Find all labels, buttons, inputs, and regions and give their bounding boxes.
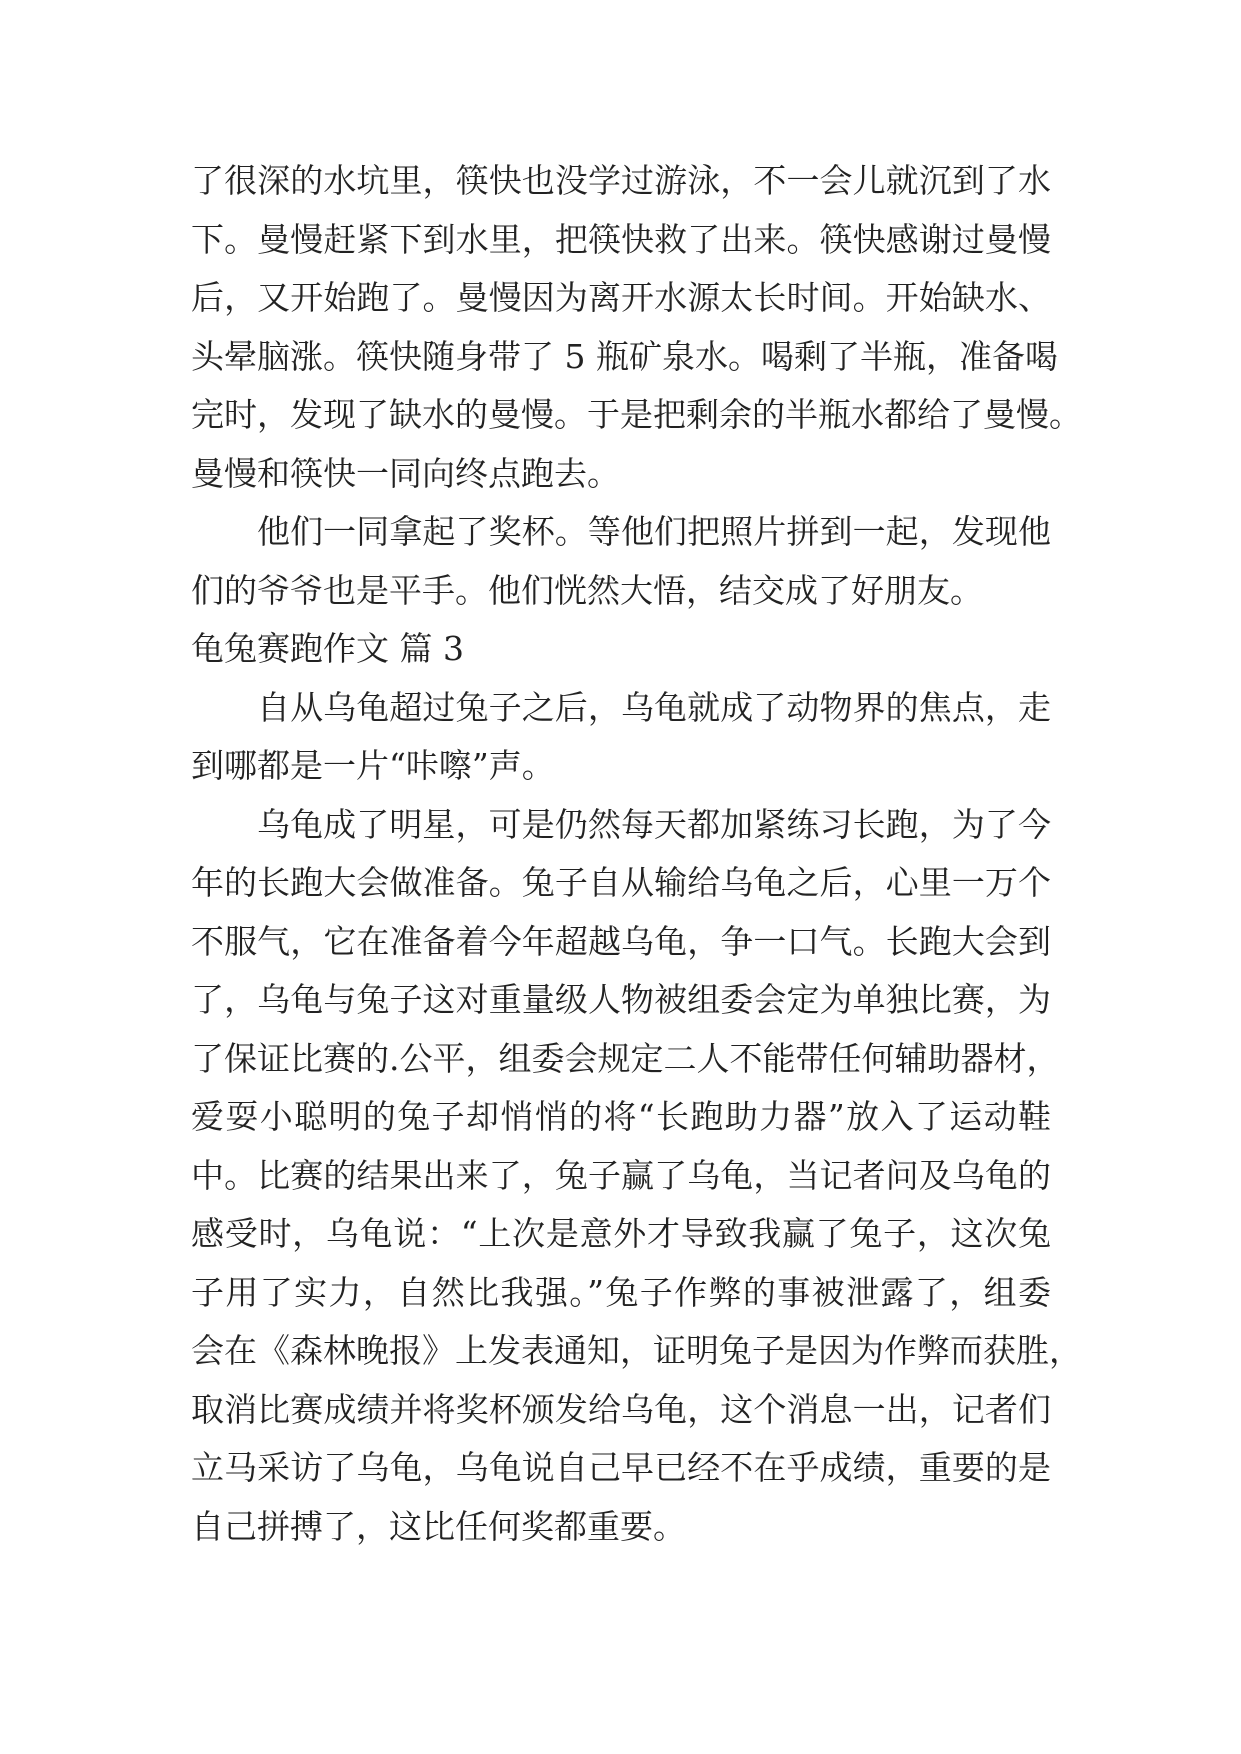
section-heading: 龟兔赛跑作文 篇 3: [191, 629, 464, 668]
text-line: 下。曼慢赶紧下到水里，把筷快救了出来。筷快感谢过曼慢: [191, 219, 1051, 259]
text-line: 感受时，乌龟说：“上次是意外才导致我赢了兔子，这次兔: [191, 1214, 1051, 1253]
text-line: 取消比赛成绩并将奖杯颁发给乌龟，这个消息一出，记者们: [191, 1389, 1051, 1429]
text-line: 们的爷爷也是平手。他们恍然大悟，结交成了好朋友。: [191, 570, 983, 610]
text-line: 会在《森林晚报》上发表通知，证明兔子是因为作弊而获胜，: [191, 1331, 1082, 1370]
text-line: 完时，发现了缺水的曼慢。于是把剩余的半瓶水都给了曼慢。: [191, 395, 1082, 434]
text-line: 不服气，它在准备着今年超越乌龟，争一口气。长跑大会到: [191, 921, 1051, 961]
text-line: 了，乌龟与兔子这对重量级人物被组委会定为单独比赛，为: [191, 980, 1051, 1019]
text-line: 中。比赛的结果出来了，兔子赢了乌龟，当记者问及乌龟的: [191, 1155, 1051, 1195]
paragraph-first-line: 乌龟成了明星，可是仍然每天都加紧练习长跑，为了今: [257, 804, 1051, 844]
text-line: 了保证比赛的.公平，组委会规定二人不能带任何辅助器材，: [191, 1038, 1060, 1078]
paragraph-first-line: 他们一同拿起了奖杯。等他们把照片拼到一起，发现他: [257, 512, 1051, 551]
text-line: 到哪都是一片“咔嚓”声。: [191, 746, 555, 785]
text-line: 子用了实力，自然比我强。”兔子作弊的事被泄露了，组委: [191, 1272, 1051, 1312]
text-line: 爱耍小聪明的兔子却悄悄的将“长跑助力器”放入了运动鞋: [191, 1097, 1051, 1136]
text-line: 自己拼搏了，这比任何奖都重要。: [191, 1506, 686, 1546]
text-line: 了很深的水坑里，筷快也没学过游泳，不一会儿就沉到了水: [191, 161, 1051, 200]
text-line: 后，又开始跑了。曼慢因为离开水源太长时间。开始缺水、: [191, 278, 1051, 317]
text-line: 年的长跑大会做准备。兔子自从输给乌龟之后，心里一万个: [191, 863, 1051, 902]
text-line: 曼慢和筷快一同向终点跑去。: [191, 453, 620, 493]
text-line: 立马采访了乌龟，乌龟说自己早已经不在乎成绩，重要的是: [191, 1448, 1051, 1487]
text-line: 头晕脑涨。筷快随身带了 5 瓶矿泉水。喝剩了半瓶，准备喝: [191, 336, 1058, 376]
paragraph-first-line: 自从乌龟超过兔子之后，乌龟就成了动物界的焦点，走: [257, 687, 1051, 727]
document-body: [191, 152, 1082, 1556]
